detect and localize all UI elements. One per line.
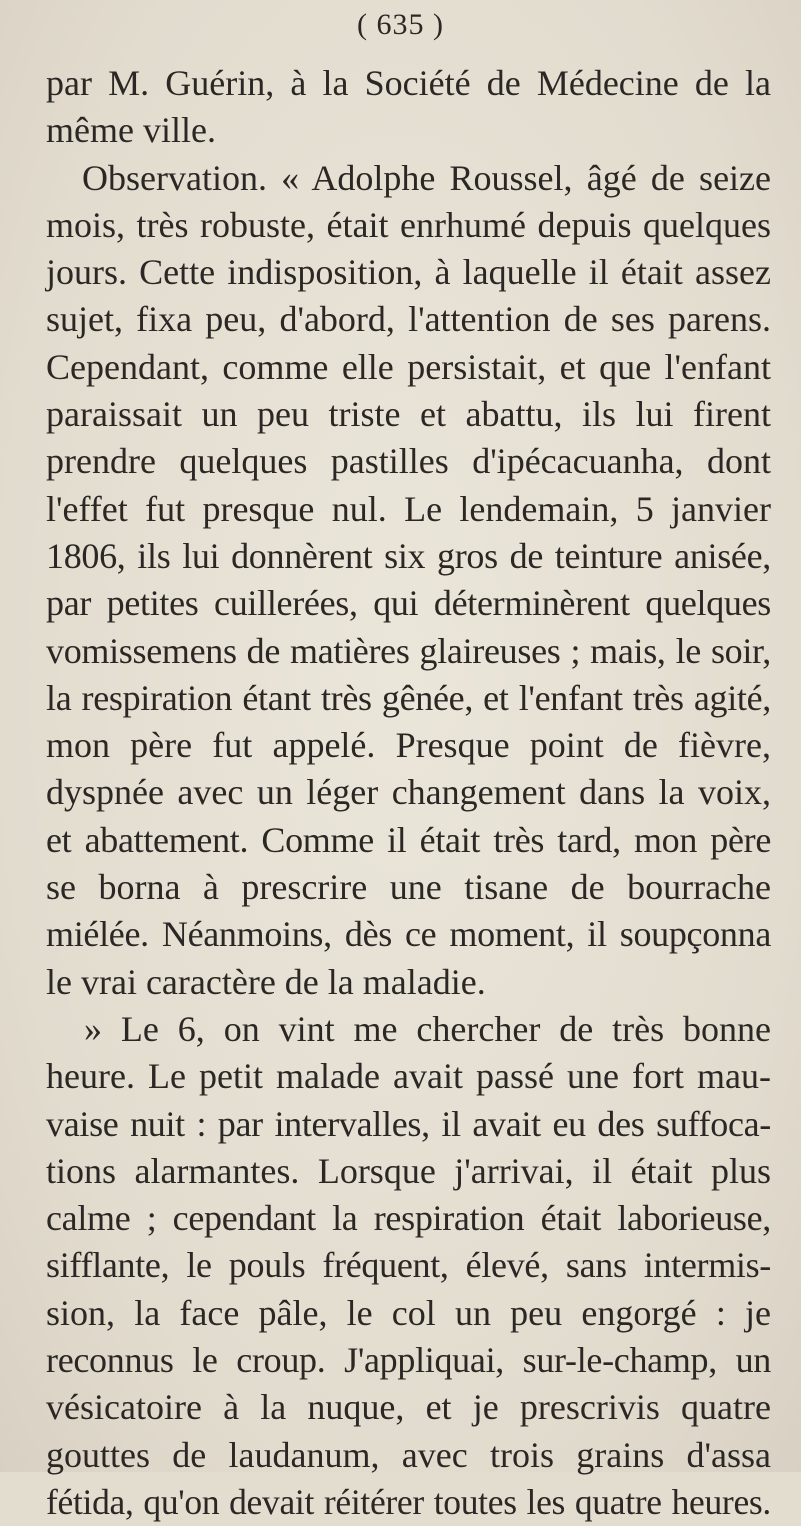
text-line: par petites cuillerées, qui déterminèrent quelques [46,583,771,624]
text-line: se borna à prescrire une tisane de bourrache [46,867,771,908]
text-line: même ville. [46,110,216,151]
text-line: calme ; cependant la respiration était laborieuse, [46,1198,771,1239]
text-line: sujet, fixa peu, d'abord, l'attention de ses parens. [46,299,771,340]
text-line: 1806, ils lui donnèrent six gros de teinture anisée, [46,535,771,576]
text-line: tions alarmantes. Lorsque j'arrivai, il était plus [46,1150,771,1191]
text-line: et abattement. Comme il était très tard, mon père [46,819,771,860]
text-line: gouttes de laudanum, avec trois grains d'assa [46,1434,771,1475]
text-line: dyspnée avec un léger changement dans la voix, [46,772,771,813]
text-line: par M. Guérin, à la Société de Médecine de la [46,63,771,103]
text-line: paraissait un peu triste et abattu, ils lui firent [46,394,771,435]
text-line: jours. Cette indisposition, à laquelle il était assez [46,252,771,293]
text-line: prendre quelques pastilles d'ipécacuanha, dont [46,441,771,482]
text-line: Cependant, comme elle persistait, et que l'enfant [46,346,771,387]
text-line: vésicatoire à la nuque, et je prescrivis quatre [46,1387,771,1428]
text-line: sifflante, le pouls fréquent, élevé, sans intermis- [46,1245,771,1286]
text-line: fétida, qu'on devait réitérer toutes les quatre heures. [46,1481,771,1522]
text-line: reconnus le croup. J'appliquai, sur-le-champ, un [46,1340,771,1381]
text-line: miélée. Néanmoins, dès ce moment, il soupçonna [46,914,771,955]
text-line: l'effet fut presque nul. Le lendemain, 5 janvier [46,488,771,529]
text-line: la respiration étant très gênée, et l'enfant très agité, [46,677,771,718]
text-line: heure. Le petit malade avait passé une fort mau- [46,1056,771,1097]
text-line: Observation. « Adolphe Roussel, âgé de seize [82,157,771,198]
text-line: vaise nuit : par intervalles, il avait eu des suffoca- [46,1103,771,1144]
text-line: mon père fut appelé. Presque point de fièvre, [46,725,771,766]
page-number: ( 635 ) [357,8,444,41]
text-line: sion, la face pâle, le col un peu engorgé : je [46,1292,771,1333]
body-text [46,60,771,1526]
text-line: mois, très robuste, était enrhumé depuis quelques [46,204,771,245]
text-line: » Le 6, on vint me chercher de très bonne [84,1008,771,1049]
text-line: le vrai caractère de la maladie. [46,961,486,1002]
text-line: vomissemens de matières glaireuses ; mais, le soir, [46,630,771,671]
